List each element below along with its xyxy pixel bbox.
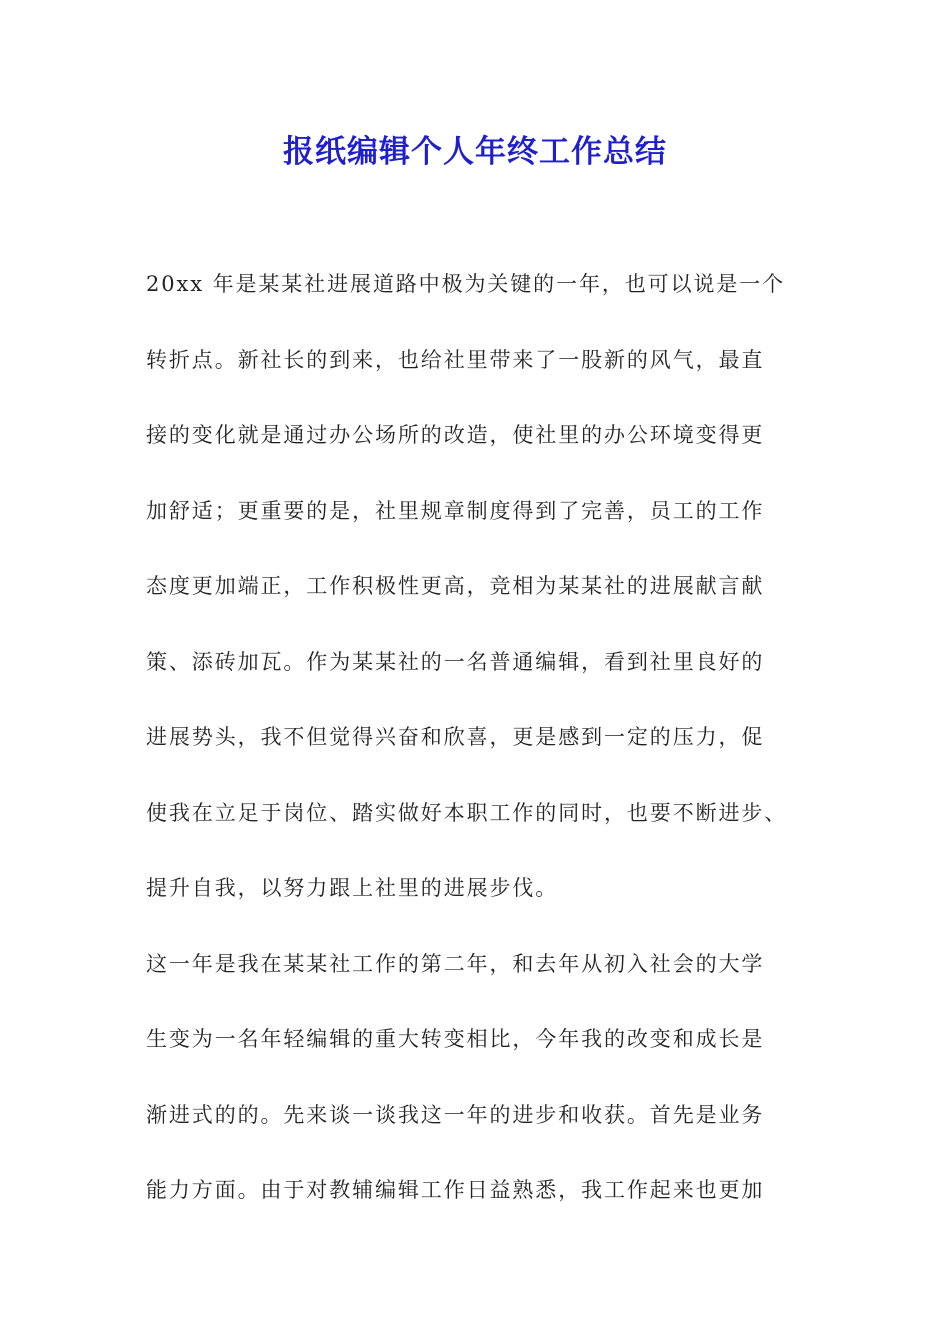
text-line: 进展势头，我不但觉得兴奋和欣喜，更是感到一定的压力，促 — [146, 725, 765, 749]
text-line: 生变为一名年轻编辑的重大转变相比，今年我的改变和成长是 — [146, 1027, 765, 1051]
text-line: 策、添砖加瓦。作为某某社的一名普通编辑，看到社里良好的 — [146, 649, 765, 674]
text-line: 能力方面。由于对教辅编辑工作日益熟悉，我工作起来也更加 — [146, 1178, 765, 1202]
text-line: 加舒适；更重要的是，社里规章制度得到了完善，员工的工作 — [146, 498, 765, 523]
document-title: 报纸编辑个人年终工作总结 — [283, 134, 667, 170]
text-line: 渐进式的的。先来谈一谈我这一年的进步和收获。首先是业务 — [146, 1102, 765, 1127]
text-line: 转折点。新社长的到来，也给社里带来了一股新的风气，最直 — [146, 347, 765, 372]
text-line: 提升自我，以努力跟上社里的进展步伐。 — [146, 876, 559, 900]
text-line: 20xx 年是某某社进展道路中极为关键的一年，也可以说是一个 — [146, 272, 786, 296]
text-line: 使我在立足于岗位、踏实做好本职工作的同时，也要不断进步、 — [146, 800, 788, 825]
document-body — [146, 264, 816, 1246]
text-line: 接的变化就是通过办公场所的改造，使社里的办公环境变得更 — [146, 423, 765, 447]
text-line: 这一年是我在某某社工作的第二年，和去年从初入社会的大学 — [146, 951, 765, 976]
text-line: 态度更加端正，工作积极性更高，竞相为某某社的进展献言献 — [146, 574, 765, 598]
